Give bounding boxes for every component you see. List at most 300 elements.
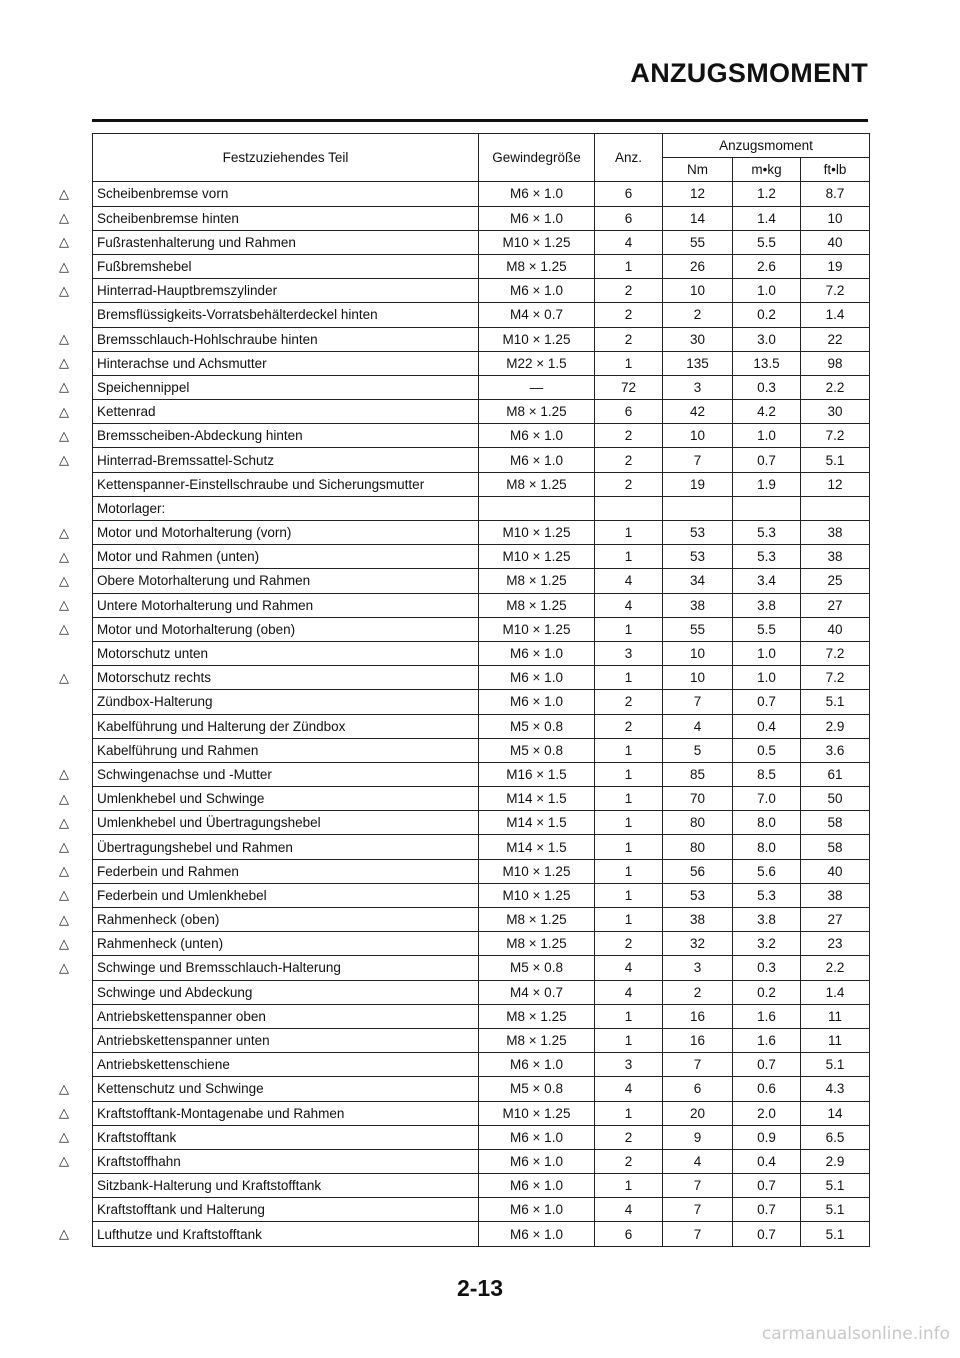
torque-mkg-cell: 0.7 [733, 1174, 801, 1198]
torque-mkg-cell: 1.2 [733, 182, 801, 206]
thread-size-cell: M6 × 1.0 [479, 1149, 595, 1173]
torque-mkg-cell: 5.3 [733, 883, 801, 907]
torque-ftlb-cell: 5.1 [801, 690, 870, 714]
torque-nm-cell: 80 [663, 835, 733, 859]
torque-ftlb-cell: 58 [801, 835, 870, 859]
part-cell [59, 1101, 479, 1125]
torque-mkg-cell: 7.0 [733, 787, 801, 811]
torque-ftlb-cell: 5.1 [801, 1053, 870, 1077]
quantity-cell: 4 [595, 1198, 663, 1222]
table-row [93, 738, 870, 762]
part-label: Umlenkhebel und Übertragungshebel [97, 815, 321, 831]
torque-ftlb-cell: 7.2 [801, 424, 870, 448]
torque-mkg-cell: 3.8 [733, 593, 801, 617]
torque-ftlb-cell: 2.9 [801, 1149, 870, 1173]
triangle-mark-icon: △ [59, 621, 69, 637]
quantity-cell: 2 [595, 714, 663, 738]
part-label: Fußrastenhalterung und Rahmen [97, 234, 296, 250]
part-label: Speichennippel [97, 379, 190, 395]
table-row [93, 279, 870, 303]
torque-nm-cell: 12 [663, 182, 733, 206]
torque-ftlb-cell: 27 [801, 908, 870, 932]
header-thread-size: Gewindegröße [479, 134, 595, 182]
table-row [93, 182, 870, 206]
part-label: Sitzbank-Halterung und Kraftstofftank [97, 1178, 322, 1194]
part-label: Kabelführung und Halterung der Zündbox [97, 718, 346, 734]
triangle-mark-icon: △ [59, 355, 69, 371]
torque-nm-cell: 32 [663, 932, 733, 956]
torque-nm-cell: 19 [663, 472, 733, 496]
thread-size-cell: M6 × 1.0 [479, 1125, 595, 1149]
torque-mkg-cell: 1.6 [733, 1004, 801, 1028]
triangle-mark-icon: △ [59, 572, 69, 588]
triangle-mark-icon: △ [59, 282, 69, 298]
quantity-cell: 2 [595, 327, 663, 351]
thread-size-cell: M8 × 1.25 [479, 908, 595, 932]
part-label: Bremsschlauch-Hohlschraube hinten [97, 331, 318, 347]
triangle-mark-icon: △ [59, 379, 69, 395]
triangle-mark-icon: △ [59, 331, 69, 347]
part-cell [59, 521, 479, 545]
part-label: Umlenkhebel und Schwinge [97, 791, 265, 807]
table-row [93, 1004, 870, 1028]
part-cell [59, 835, 479, 859]
part-cell [59, 327, 479, 351]
header-ftlb: ft•lb [801, 158, 870, 182]
part-cell [59, 1125, 479, 1149]
torque-mkg-cell: 1.0 [733, 641, 801, 665]
quantity-cell: 1 [595, 1004, 663, 1028]
thread-size-cell: M14 × 1.5 [479, 811, 595, 835]
thread-size-cell: M6 × 1.0 [479, 641, 595, 665]
triangle-mark-icon: △ [59, 669, 69, 685]
torque-mkg-cell: 1.6 [733, 1028, 801, 1052]
part-cell [59, 811, 479, 835]
quantity-cell: 4 [595, 980, 663, 1004]
table-row [93, 1125, 870, 1149]
triangle-mark-icon: △ [59, 427, 69, 443]
torque-nm-cell: 135 [663, 351, 733, 375]
triangle-mark-icon: △ [59, 766, 69, 782]
torque-mkg-cell: 0.4 [733, 1149, 801, 1173]
thread-size-cell: M8 × 1.25 [479, 254, 595, 278]
thread-size-cell: M4 × 0.7 [479, 980, 595, 1004]
triangle-mark-icon: △ [59, 814, 69, 830]
watermark: carmanualsonline.info [761, 1324, 950, 1344]
table-row [93, 327, 870, 351]
header-part: Festzuziehendes Teil [93, 134, 479, 182]
torque-ftlb-cell: 19 [801, 254, 870, 278]
thread-size-cell: M5 × 0.8 [479, 714, 595, 738]
part-label: Antriebskettenschiene [97, 1057, 230, 1073]
torque-nm-cell: 80 [663, 811, 733, 835]
triangle-mark-icon: △ [59, 1080, 69, 1096]
torque-ftlb-cell: 6.5 [801, 1125, 870, 1149]
torque-mkg-cell: 5.5 [733, 617, 801, 641]
table-row [93, 1101, 870, 1125]
thread-size-cell: M8 × 1.25 [479, 1004, 595, 1028]
part-label: Antriebskettenspanner oben [97, 1008, 266, 1024]
quantity-cell: 2 [595, 424, 663, 448]
part-label: Motorschutz unten [97, 646, 209, 662]
quantity-cell: 1 [595, 351, 663, 375]
quantity-cell: 1 [595, 883, 663, 907]
torque-mkg-cell: 5.3 [733, 545, 801, 569]
torque-nm-cell: 2 [663, 980, 733, 1004]
torque-mkg-cell: 0.6 [733, 1077, 801, 1101]
thread-size-cell: M22 × 1.5 [479, 351, 595, 375]
torque-nm-cell: 38 [663, 593, 733, 617]
torque-mkg-cell: 8.0 [733, 835, 801, 859]
thread-size-cell: M14 × 1.5 [479, 835, 595, 859]
triangle-mark-icon: △ [59, 911, 69, 927]
table-row [93, 254, 870, 278]
quantity-cell: 2 [595, 472, 663, 496]
torque-mkg-cell: 2.0 [733, 1101, 801, 1125]
part-label: Kettenspanner-Einstellschraube und Sicherungsmutter [97, 476, 425, 492]
part-label: Fußbremshebel [97, 259, 192, 275]
torque-mkg-cell: 0.4 [733, 714, 801, 738]
table-row [93, 1028, 870, 1052]
torque-mkg-cell: 0.2 [733, 980, 801, 1004]
torque-ftlb-cell: 50 [801, 787, 870, 811]
quantity-cell: 1 [595, 1101, 663, 1125]
torque-nm-cell: 2 [663, 303, 733, 327]
thread-size-cell: M8 × 1.25 [479, 472, 595, 496]
torque-mkg-cell: 0.7 [733, 1222, 801, 1246]
torque-nm-cell: 53 [663, 545, 733, 569]
torque-ftlb-cell: 38 [801, 545, 870, 569]
table-row [93, 1053, 870, 1077]
table-row [93, 956, 870, 980]
torque-mkg-cell: 13.5 [733, 351, 801, 375]
part-label: Zündbox-Halterung [97, 694, 213, 710]
torque-ftlb-cell: 2.9 [801, 714, 870, 738]
part-cell [59, 1077, 479, 1101]
triangle-mark-icon: △ [59, 548, 69, 564]
quantity-cell: 6 [595, 400, 663, 424]
torque-mkg-cell: 3.4 [733, 569, 801, 593]
thread-size-cell: M6 × 1.0 [479, 279, 595, 303]
table-row [93, 762, 870, 786]
triangle-mark-icon: △ [59, 1226, 69, 1242]
part-cell [93, 1028, 479, 1052]
torque-nm-cell: 55 [663, 617, 733, 641]
torque-mkg-cell: 5.6 [733, 859, 801, 883]
part-label: Antriebskettenspanner unten [97, 1033, 270, 1049]
torque-mkg-cell [733, 496, 801, 520]
part-cell [93, 1198, 479, 1222]
torque-mkg-cell: 8.0 [733, 811, 801, 835]
part-cell [59, 569, 479, 593]
torque-nm-cell: 20 [663, 1101, 733, 1125]
torque-ftlb-cell: 8.7 [801, 182, 870, 206]
torque-nm-cell: 3 [663, 375, 733, 399]
triangle-mark-icon: △ [59, 1105, 69, 1121]
part-cell [93, 1004, 479, 1028]
part-label: Hinterachse und Achsmutter [97, 355, 267, 371]
quantity-cell: 3 [595, 641, 663, 665]
thread-size-cell: M14 × 1.5 [479, 787, 595, 811]
torque-mkg-cell: 3.8 [733, 908, 801, 932]
quantity-cell: 2 [595, 932, 663, 956]
table-row [93, 521, 870, 545]
triangle-mark-icon: △ [59, 839, 69, 855]
torque-ftlb-cell: 5.1 [801, 1174, 870, 1198]
triangle-mark-icon: △ [59, 524, 69, 540]
table-row [93, 303, 870, 327]
quantity-cell: 1 [595, 1028, 663, 1052]
thread-size-cell: M6 × 1.0 [479, 1174, 595, 1198]
quantity-cell: 1 [595, 762, 663, 786]
quantity-cell: 2 [595, 303, 663, 327]
part-cell [93, 738, 479, 762]
table-row [93, 908, 870, 932]
table-row [93, 1174, 870, 1198]
header-quantity: Anz. [595, 134, 663, 182]
quantity-cell: 1 [595, 1174, 663, 1198]
torque-mkg-cell: 1.4 [733, 206, 801, 230]
thread-size-cell: M10 × 1.25 [479, 230, 595, 254]
torque-nm-cell [663, 496, 733, 520]
part-cell [93, 472, 479, 496]
torque-nm-cell: 53 [663, 521, 733, 545]
part-cell [59, 424, 479, 448]
torque-mkg-cell: 0.7 [733, 448, 801, 472]
quantity-cell [595, 496, 663, 520]
torque-nm-cell: 10 [663, 424, 733, 448]
torque-ftlb-cell: 7.2 [801, 666, 870, 690]
torque-mkg-cell: 5.3 [733, 521, 801, 545]
torque-ftlb-cell: 40 [801, 617, 870, 641]
part-label: Scheibenbremse hinten [97, 210, 239, 226]
part-cell [93, 496, 479, 520]
thread-size-cell: M6 × 1.0 [479, 448, 595, 472]
quantity-cell: 4 [595, 1077, 663, 1101]
thread-size-cell: M10 × 1.25 [479, 883, 595, 907]
torque-ftlb-cell: 14 [801, 1101, 870, 1125]
part-label: Scheibenbremse vorn [97, 186, 229, 202]
torque-nm-cell: 7 [663, 448, 733, 472]
torque-nm-cell: 7 [663, 1198, 733, 1222]
part-cell [93, 303, 479, 327]
torque-ftlb-cell: 38 [801, 521, 870, 545]
torque-nm-cell: 34 [663, 569, 733, 593]
part-cell [93, 1053, 479, 1077]
triangle-mark-icon: △ [59, 258, 69, 274]
triangle-mark-icon: △ [59, 597, 69, 613]
thread-size-cell: M6 × 1.0 [479, 1198, 595, 1222]
triangle-mark-icon: △ [59, 403, 69, 419]
quantity-cell: 1 [595, 254, 663, 278]
table-row [93, 496, 870, 520]
table-body [59, 182, 870, 1246]
torque-nm-cell: 10 [663, 279, 733, 303]
part-label: Rahmenheck (oben) [97, 912, 220, 928]
part-label: Motor und Motorhalterung (oben) [97, 621, 296, 637]
torque-nm-cell: 7 [663, 1222, 733, 1246]
torque-nm-cell: 3 [663, 956, 733, 980]
part-label: Federbein und Umlenkhebel [97, 887, 267, 903]
torque-ftlb-cell: 61 [801, 762, 870, 786]
table-row [93, 593, 870, 617]
part-label: Schwinge und Bremsschlauch-Halterung [97, 960, 341, 976]
torque-ftlb-cell: 1.4 [801, 303, 870, 327]
part-cell [59, 883, 479, 907]
part-label: Schwingenachse und -Mutter [97, 766, 272, 782]
thread-size-cell: M5 × 0.8 [479, 1077, 595, 1101]
torque-nm-cell: 30 [663, 327, 733, 351]
part-cell [59, 1149, 479, 1173]
torque-nm-cell: 9 [663, 1125, 733, 1149]
thread-size-cell: M10 × 1.25 [479, 617, 595, 641]
table-row [93, 206, 870, 230]
table-row [93, 835, 870, 859]
quantity-cell: 4 [595, 230, 663, 254]
table-row [93, 690, 870, 714]
torque-nm-cell: 56 [663, 859, 733, 883]
thread-size-cell: M4 × 0.7 [479, 303, 595, 327]
triangle-mark-icon: △ [59, 185, 69, 201]
table-row [93, 448, 870, 472]
part-cell [59, 787, 479, 811]
thread-size-cell: M8 × 1.25 [479, 593, 595, 617]
part-label: Hinterrad-Bremssattel-Schutz [97, 452, 275, 468]
torque-nm-cell: 55 [663, 230, 733, 254]
torque-mkg-cell: 5.5 [733, 230, 801, 254]
thread-size-cell: M6 × 1.0 [479, 690, 595, 714]
part-cell [59, 1222, 479, 1246]
torque-ftlb-cell: 3.6 [801, 738, 870, 762]
part-label: Motor und Rahmen (unten) [97, 549, 260, 565]
torque-mkg-cell: 1.0 [733, 279, 801, 303]
torque-ftlb-cell: 40 [801, 859, 870, 883]
thread-size-cell: M8 × 1.25 [479, 932, 595, 956]
part-label: Motor und Motorhalterung (vorn) [97, 525, 292, 541]
quantity-cell: 2 [595, 690, 663, 714]
torque-nm-cell: 85 [663, 762, 733, 786]
part-cell [59, 932, 479, 956]
torque-mkg-cell: 0.2 [733, 303, 801, 327]
table-row [93, 714, 870, 738]
torque-ftlb-cell: 10 [801, 206, 870, 230]
torque-ftlb-cell: 40 [801, 230, 870, 254]
part-label: Kabelführung und Rahmen [97, 742, 259, 758]
part-label: Kraftstofftank und Halterung [97, 1202, 265, 1218]
torque-mkg-cell: 4.2 [733, 400, 801, 424]
torque-mkg-cell: 1.0 [733, 424, 801, 448]
quantity-cell: 1 [595, 666, 663, 690]
table-row [93, 545, 870, 569]
thread-size-cell [479, 496, 595, 520]
quantity-cell: 6 [595, 206, 663, 230]
torque-nm-cell: 10 [663, 641, 733, 665]
table-row [93, 472, 870, 496]
header-mkg: m•kg [733, 158, 801, 182]
torque-nm-cell: 4 [663, 714, 733, 738]
part-cell [93, 980, 479, 1004]
part-label: Kraftstofftank [97, 1129, 177, 1145]
quantity-cell: 1 [595, 908, 663, 932]
quantity-cell: 2 [595, 448, 663, 472]
triangle-mark-icon: △ [59, 234, 69, 250]
torque-table [59, 133, 870, 1247]
quantity-cell: 1 [595, 787, 663, 811]
torque-ftlb-cell: 22 [801, 327, 870, 351]
part-cell [93, 714, 479, 738]
torque-ftlb-cell: 98 [801, 351, 870, 375]
torque-ftlb-cell [801, 496, 870, 520]
part-cell [59, 375, 479, 399]
thread-size-cell: — [479, 375, 595, 399]
part-cell [59, 230, 479, 254]
torque-ftlb-cell: 11 [801, 1004, 870, 1028]
torque-ftlb-cell: 27 [801, 593, 870, 617]
torque-nm-cell: 70 [663, 787, 733, 811]
part-cell [59, 182, 479, 206]
torque-nm-cell: 4 [663, 1149, 733, 1173]
quantity-cell: 4 [595, 569, 663, 593]
table-row [93, 424, 870, 448]
title-divider [92, 119, 868, 122]
torque-ftlb-cell: 7.2 [801, 641, 870, 665]
torque-mkg-cell: 0.7 [733, 1198, 801, 1222]
thread-size-cell: M6 × 1.0 [479, 1222, 595, 1246]
part-label: Hinterrad-Hauptbremszylinder [97, 283, 278, 299]
table-row [93, 230, 870, 254]
header-nm: Nm [663, 158, 733, 182]
quantity-cell: 6 [595, 182, 663, 206]
torque-mkg-cell: 1.9 [733, 472, 801, 496]
torque-nm-cell: 53 [663, 883, 733, 907]
quantity-cell: 2 [595, 279, 663, 303]
part-label: Lufthutze und Kraftstofftank [97, 1226, 262, 1242]
part-cell [59, 617, 479, 641]
torque-nm-cell: 7 [663, 1053, 733, 1077]
thread-size-cell: M8 × 1.25 [479, 400, 595, 424]
torque-mkg-cell: 8.5 [733, 762, 801, 786]
torque-ftlb-cell: 4.3 [801, 1077, 870, 1101]
thread-size-cell: M6 × 1.0 [479, 666, 595, 690]
part-cell [93, 641, 479, 665]
thread-size-cell: M10 × 1.25 [479, 327, 595, 351]
page-title: ANZUGSMOMENT [630, 58, 868, 88]
part-label: Bremsscheiben-Abdeckung hinten [97, 428, 303, 444]
thread-size-cell: M5 × 0.8 [479, 956, 595, 980]
triangle-mark-icon: △ [59, 959, 69, 975]
torque-ftlb-cell: 12 [801, 472, 870, 496]
quantity-cell: 1 [595, 617, 663, 641]
torque-ftlb-cell: 5.1 [801, 1222, 870, 1246]
triangle-mark-icon: △ [59, 935, 69, 951]
torque-mkg-cell: 0.9 [733, 1125, 801, 1149]
part-label: Bremsflüssigkeits-Vorratsbehälterdeckel hinten [97, 307, 378, 323]
torque-ftlb-cell: 30 [801, 400, 870, 424]
table-row [93, 617, 870, 641]
part-label: Kettenrad [97, 404, 156, 420]
torque-ftlb-cell: 5.1 [801, 1198, 870, 1222]
quantity-cell: 1 [595, 545, 663, 569]
table-row [93, 375, 870, 399]
torque-nm-cell: 16 [663, 1004, 733, 1028]
part-cell [59, 279, 479, 303]
torque-mkg-cell: 0.3 [733, 375, 801, 399]
table-row [93, 641, 870, 665]
part-cell [59, 762, 479, 786]
part-cell [59, 206, 479, 230]
part-label: Übertragungshebel und Rahmen [97, 839, 293, 855]
thread-size-cell: M10 × 1.25 [479, 859, 595, 883]
